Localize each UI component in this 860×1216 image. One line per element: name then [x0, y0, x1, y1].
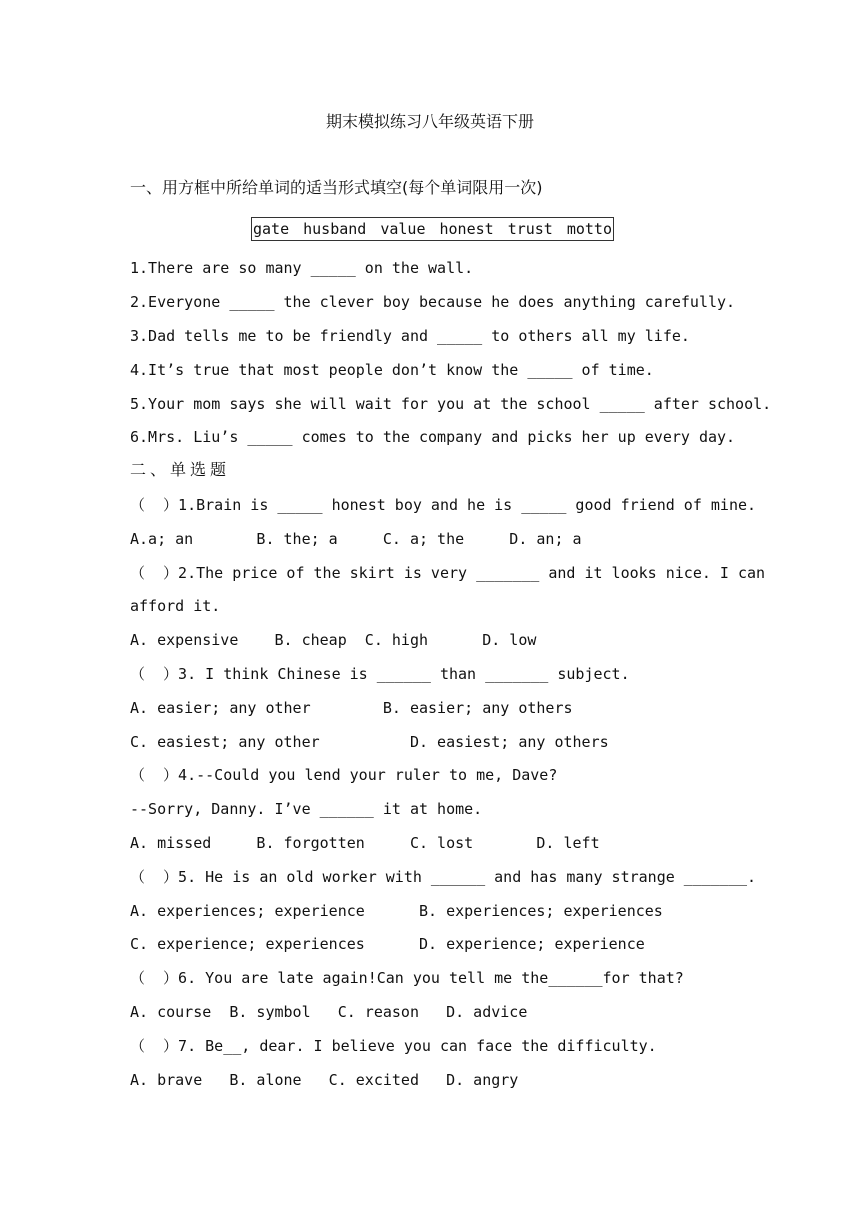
word-box-item: husband	[303, 220, 367, 238]
fill-blank-item-2: 2.Everyone _____ the clever boy because he does anything carefully.	[130, 293, 736, 311]
mc-options-4: A. missed B. forgotten C. lost D. left	[130, 834, 600, 852]
mc-options-7: A. brave B. alone C. excited D. angry	[130, 1071, 519, 1089]
mc-question-4: （ ）4.--Could you lend your ruler to me, Dave?	[130, 766, 558, 784]
mc-question-2-cont: afford it.	[130, 597, 221, 615]
mc-question-5: （ ）5. He is an old worker with ______ and has many strange _______.	[130, 868, 757, 886]
mc-options-3a: A. easier; any other B. easier; any others	[130, 699, 573, 717]
mc-options-3b: C. easiest; any other D. easiest; any others	[130, 733, 609, 751]
mc-question-4-reply: --Sorry, Danny. I’ve ______ it at home.	[130, 800, 483, 818]
word-box-item: motto	[566, 220, 612, 238]
mc-options-2: A. expensive B. cheap C. high D. low	[130, 631, 537, 649]
page-title: 期末模拟练习八年级英语下册	[325, 112, 534, 131]
mc-question-7: （ ）7. Be__, dear. I believe you can face the difficulty.	[130, 1037, 657, 1055]
word-box	[251, 217, 614, 241]
word-box-item: trust	[507, 220, 553, 238]
mc-question-3: （ ）3. I think Chinese is ______ than _______ subject.	[130, 665, 630, 683]
mc-question-6: （ ）6. You are late again!Can you tell me the______for that?	[130, 969, 684, 987]
mc-question-2: （ ）2.The price of the skirt is very _______ and it looks nice. I can	[130, 564, 766, 582]
fill-blank-item-4: 4.It’s true that most people don’t know the _____ of time.	[130, 361, 654, 379]
mc-question-1: （ ）1.Brain is _____ honest boy and he is _____ good friend of mine.	[130, 496, 757, 514]
fill-blank-item-1: 1.There are so many _____ on the wall.	[130, 259, 474, 277]
mc-options-5a: A. experiences; experience B. experiences; experiences	[130, 902, 663, 920]
word-box-item: gate	[253, 220, 290, 238]
mc-options-1: A.a; an B. the; a C. a; the D. an; a	[130, 530, 582, 548]
word-box-item: value	[380, 220, 426, 238]
fill-blank-item-5: 5.Your mom says she will wait for you at the school _____ after school.	[130, 395, 772, 413]
section-1-heading: 一、用方框中所给单词的适当形式填空(每个单词限用一次)	[130, 178, 543, 197]
section-2-heading: 二、单选题	[130, 460, 231, 479]
fill-blank-item-3: 3.Dad tells me to be friendly and _____ to others all my life.	[130, 327, 690, 345]
mc-options-6: A. course B. symbol C. reason D. advice	[130, 1003, 528, 1021]
mc-options-5b: C. experience; experiences D. experience; experience	[130, 935, 645, 953]
word-box-item: honest	[439, 220, 494, 238]
fill-blank-item-6: 6.Mrs. Liu’s _____ comes to the company and picks her up every day.	[130, 428, 736, 446]
